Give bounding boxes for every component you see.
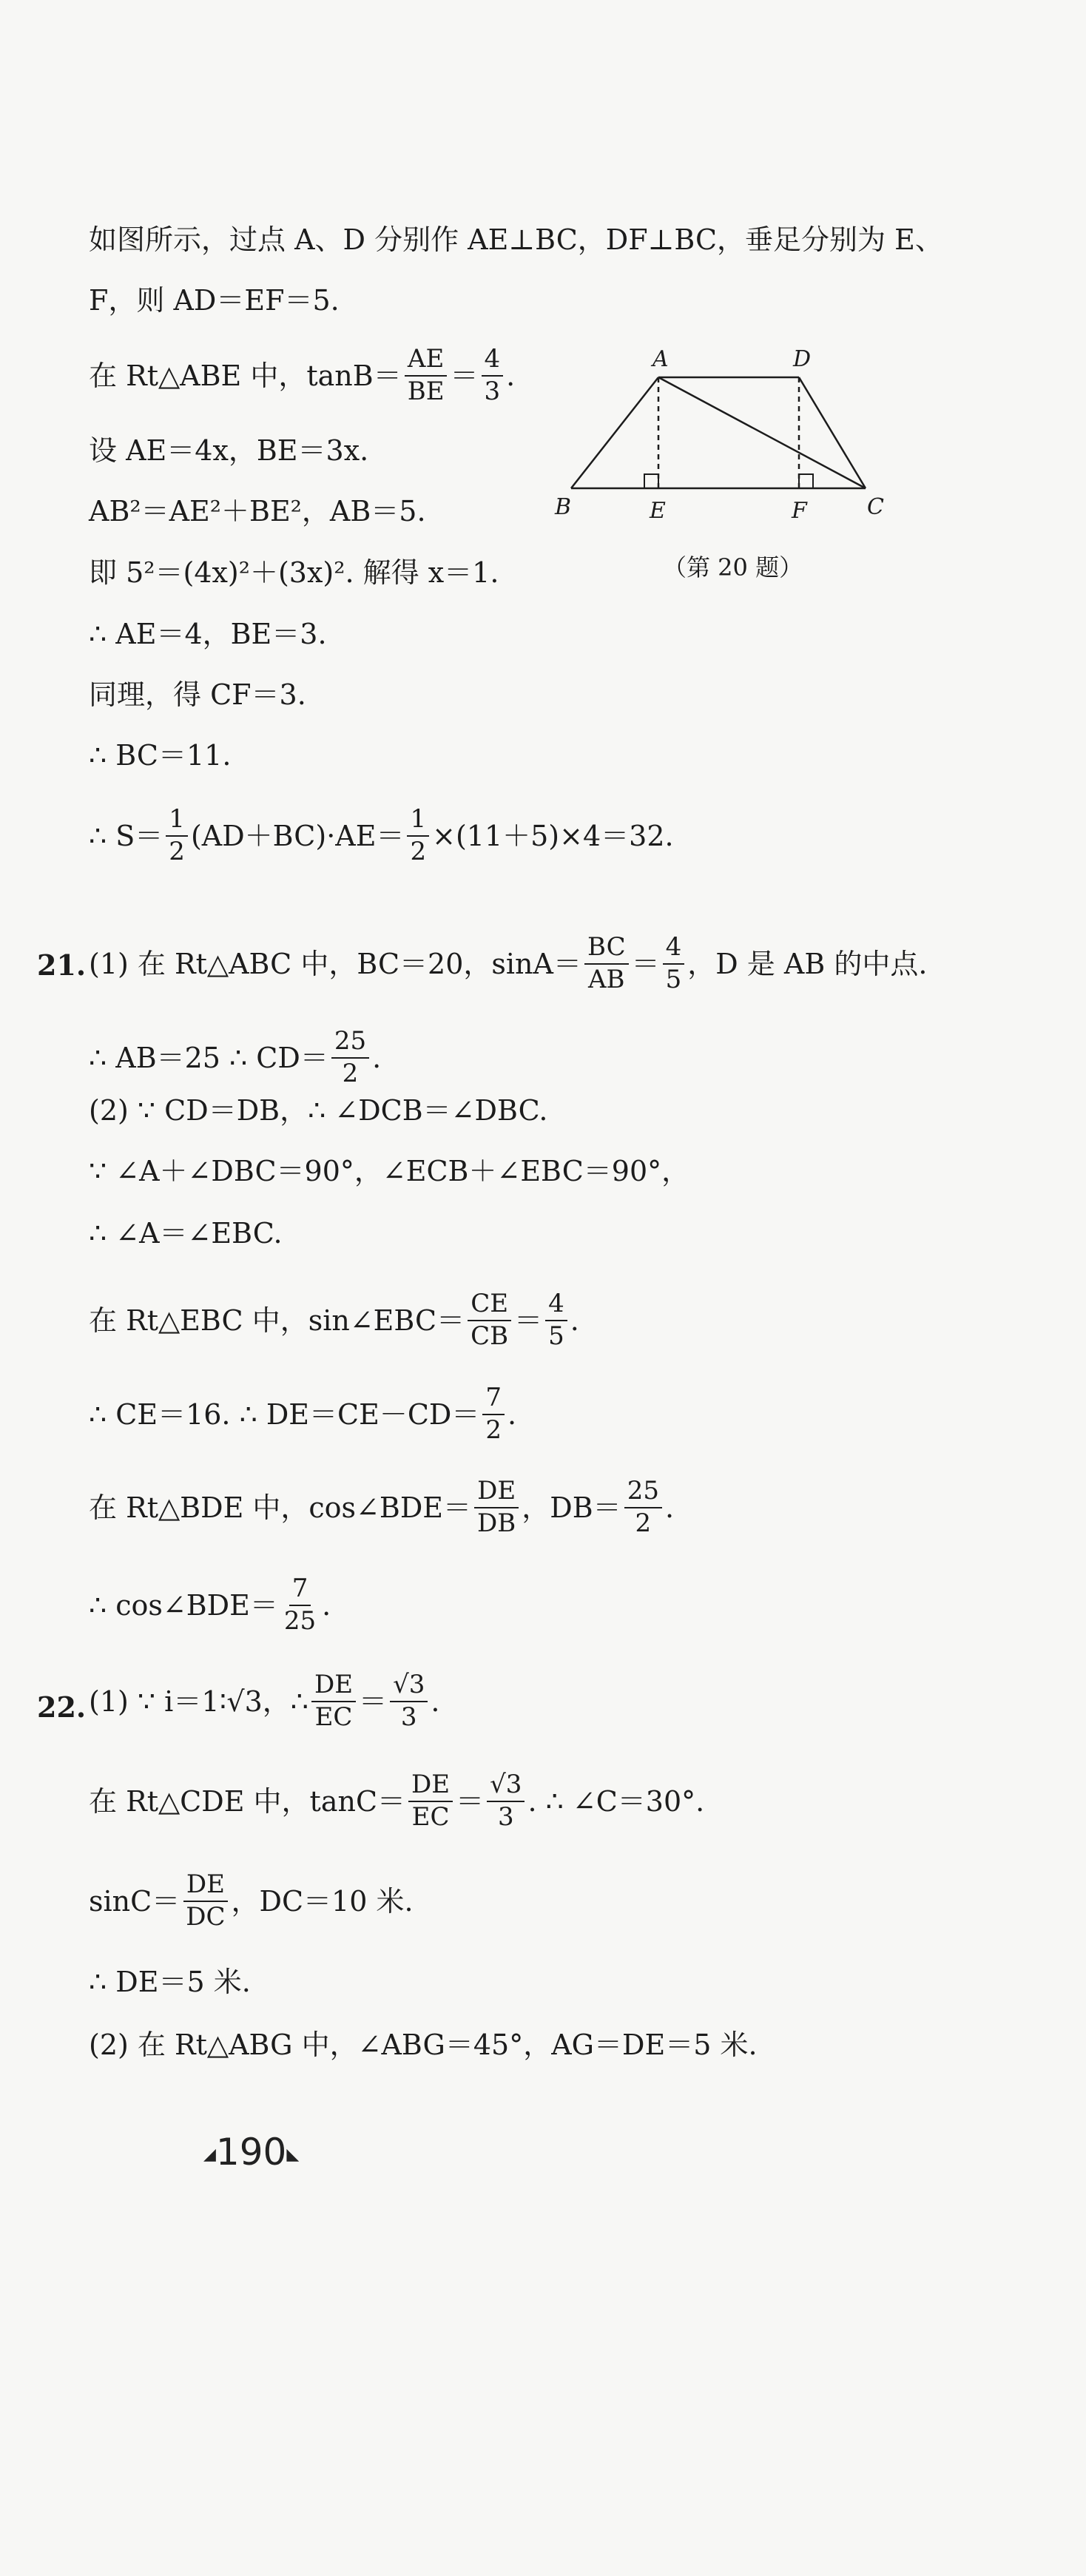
- label-E: E: [650, 498, 666, 524]
- text-line: 如图所示，过点 A、D 分别作 AE⊥BC，DF⊥BC，垂足分别为 E、: [89, 223, 943, 256]
- fraction: $\frac{BC}{AB}$: [584, 934, 629, 993]
- fraction: $\frac{4}{5}$: [545, 1291, 567, 1349]
- fraction: $\frac{DE}{DB}$: [474, 1478, 519, 1537]
- text-line: 同理，得 CF＝3.: [89, 678, 306, 711]
- fraction: $\frac{AE}{BE}$: [405, 346, 448, 405]
- text-line: F，则 AD＝EF＝5.: [89, 284, 340, 317]
- fraction: $\frac{DE}{EC}$: [408, 1772, 453, 1830]
- text-line: ∴ ∠A＝∠EBC.: [89, 1217, 283, 1250]
- text-line-q22-2: 在 Rt△CDE 中，tanC＝ $\frac{DE}{EC}$ ＝ $\frac{√3}{3}$ . ∴ ∠C＝30°.: [89, 1770, 705, 1832]
- trapezoid-figure: [547, 337, 910, 559]
- text-line-q21-6: 在 Rt△EBC 中，sin∠EBC＝ $\frac{CE}{CB}$ ＝ $\frac{4}{5}$ .: [89, 1289, 579, 1351]
- text-line-q21-8: 在 Rt△BDE 中，cos∠BDE＝ $\frac{DE}{DB}$ ，DB＝ $\frac{25}{2}$ .: [89, 1476, 675, 1538]
- text-line: ∴ DE＝5 米.: [89, 1966, 251, 1998]
- page-number: ◢190◣: [203, 2131, 300, 2174]
- label-F: F: [792, 498, 807, 524]
- fraction: $\frac{√3}{3}$: [487, 1772, 525, 1830]
- fraction: $\frac{7}{2}$: [482, 1385, 505, 1443]
- text-line-q22-1: (1) ∵ i＝1∶√3，∴ $\frac{DE}{EC}$ ＝ $\frac{√3}{3}$ .: [89, 1670, 440, 1732]
- text-line: (2) ∵ CD＝DB，∴ ∠DCB＝∠DBC.: [89, 1094, 548, 1127]
- triangle-right-icon: ◣: [286, 2145, 300, 2164]
- text-line-q21-2: ∴ AB＝25 ∴ CD＝ $\frac{25}{2}$ .: [89, 1026, 382, 1088]
- fraction: $\frac{4}{3}$: [482, 346, 504, 405]
- fraction: $\frac{DE}{DC}$: [183, 1872, 228, 1930]
- label-A: A: [652, 346, 669, 372]
- label-D: D: [793, 346, 812, 372]
- text-line: ∴ AE＝4，BE＝3.: [89, 618, 327, 650]
- fraction: $\frac{1}{2}$: [407, 806, 429, 865]
- text-line: (2) 在 Rt△ABG 中，∠ABG＝45°，AG＝DE＝5 米.: [89, 2029, 758, 2061]
- text-line-tanB: 在 Rt△ABE 中，tanB＝ $\frac{AE}{BE}$ ＝ $\frac{4}{3}$ .: [89, 344, 516, 406]
- question-number: 22.: [37, 1690, 87, 1724]
- fraction: $\frac{CE}{CB}$: [468, 1291, 511, 1349]
- text-line: 即 5²＝(4x)²＋(3x)². 解得 x＝1.: [89, 556, 499, 589]
- text-line: AB²＝AE²＋BE²，AB＝5.: [89, 495, 426, 527]
- question-number: 21.: [37, 948, 87, 982]
- figure-caption: （第 20 题）: [663, 553, 803, 581]
- fraction: $\frac{DE}{EC}$: [311, 1672, 356, 1730]
- text-line-q22-3: sinC＝ $\frac{DE}{DC}$ ，DC＝10 米.: [89, 1869, 414, 1932]
- fraction: $\frac{25}{2}$: [624, 1478, 662, 1537]
- fraction: $\frac{4}{5}$: [663, 934, 685, 993]
- fraction: $\frac{25}{2}$: [331, 1028, 369, 1087]
- text-line: ∴ BC＝11.: [89, 739, 232, 772]
- text-line: 设 AE＝4x，BE＝3x.: [89, 434, 369, 467]
- label-C: C: [867, 494, 884, 520]
- text-line-area: ∴ S＝ $\frac{1}{2}$ (AD＋BC)·AE＝ $\frac{1}{2}$ ×(11＋5)×4＝32.: [89, 804, 674, 866]
- text-line: ∵ ∠A＋∠DBC＝90°，∠ECB＋∠EBC＝90°，: [89, 1155, 690, 1187]
- text-line-q21-1: (1) 在 Rt△ABC 中，BC＝20，sinA＝ $\frac{BC}{AB}$ ＝ $\frac{4}{5}$ ，D 是 AB 的中点.: [89, 932, 928, 994]
- text-line-q21-9: ∴ cos∠BDE＝ $\frac{7}{25}$ .: [89, 1574, 331, 1636]
- triangle-left-icon: ◢: [203, 2145, 216, 2164]
- text-line-q21-7: ∴ CE＝16. ∴ DE＝CE－CD＝ $\frac{7}{2}$ .: [89, 1383, 517, 1445]
- fraction: $\frac{√3}{3}$: [390, 1672, 428, 1730]
- fraction: $\frac{7}{25}$: [283, 1574, 317, 1636]
- label-B: B: [555, 494, 572, 520]
- fraction: $\frac{1}{2}$: [166, 806, 188, 865]
